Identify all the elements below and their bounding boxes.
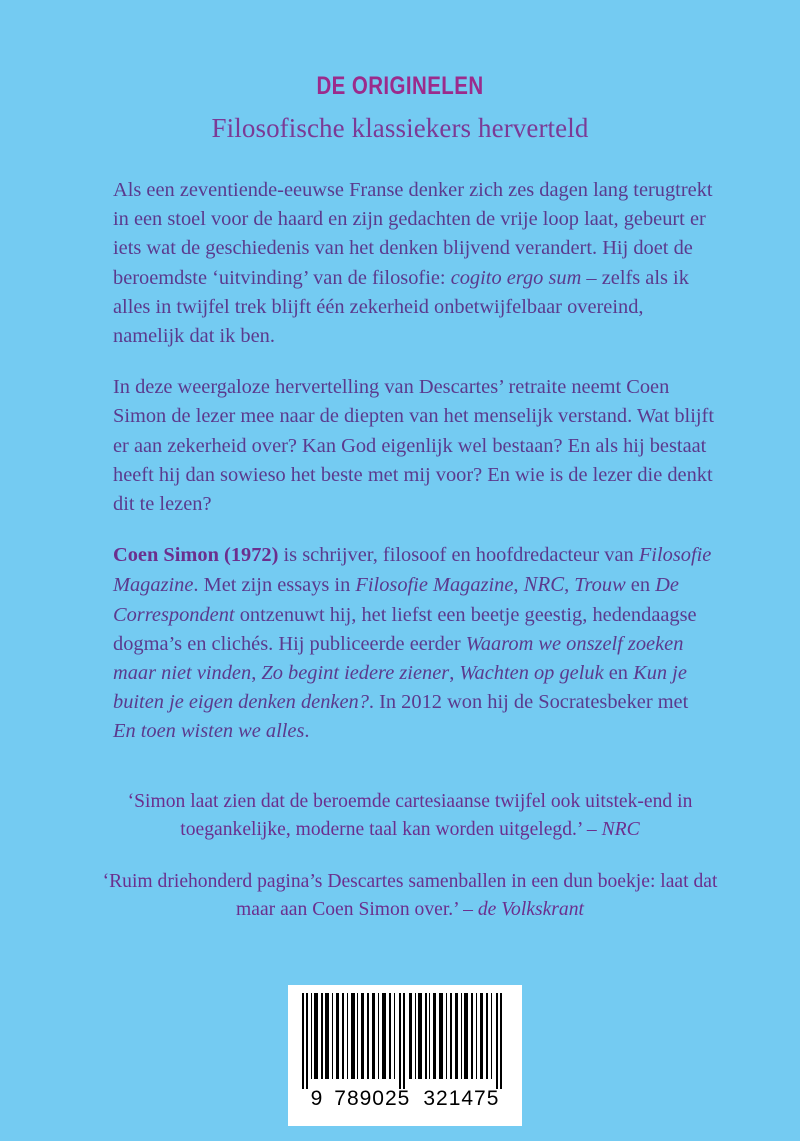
publication-de-correspondent: De Correspondent	[113, 574, 679, 626]
series-title: DE ORIGINELEN	[316, 72, 484, 100]
barcode-panel	[288, 985, 522, 1126]
publication-nrc: NRC	[523, 573, 565, 597]
bio-text-7: ,	[251, 662, 262, 685]
barcode-bars	[298, 993, 512, 1089]
review-quote-2	[100, 868, 720, 924]
bio-text-10: . In 2012 won hij de Socratesbeker met	[368, 691, 689, 714]
barcode-left-group: 789025	[334, 1087, 411, 1110]
barcode-number	[288, 1087, 522, 1111]
bio-text-8: ,	[449, 662, 460, 685]
bio-text-4: ,	[564, 574, 575, 597]
barcode-lead-digit: 9	[310, 1087, 324, 1110]
review-source-1: NRC	[601, 819, 640, 840]
blurb-paragraph-1	[113, 176, 715, 351]
magazine-title-2: Filosofie Magazine	[355, 574, 514, 597]
bio-text-6: ontzenuwt hij, het liefst een beetje geestig, hedendaagse dogma’s en clichés. Hij publiceerde eerder	[113, 603, 697, 655]
bio-text-1: is schrijver, filosoof en hoofdredacteur van	[278, 544, 639, 567]
review-source-2: de Volkskrant	[477, 899, 584, 920]
magazine-title-1: Filosofie Magazine	[113, 544, 712, 597]
bio-text-3: ,	[513, 574, 524, 597]
bio-text-11: .	[304, 720, 310, 743]
author-name: Coen Simon (1972)	[113, 544, 279, 567]
book-title-1: Waarom we onszelf zoeken maar niet vinden	[113, 632, 684, 685]
review-quote-1	[100, 788, 720, 844]
book-title-2: Zo begint iedere ziener	[261, 662, 450, 685]
review-quote-2-text: ‘Ruim driehonderd pagina’s Descartes samenballen in een dun boekje: laat dat maar aan Coen Simon over.’ –	[102, 871, 718, 920]
publication-trouw: Trouw	[574, 574, 626, 597]
review-quotes	[100, 788, 720, 948]
blurb-text-block	[113, 176, 715, 769]
book-title-3: Wachten op geluk	[459, 662, 604, 685]
blurb-p1-part-1: Als een zeventiende-eeuwse Franse denker zich zes dagen lang terugtrekt in een stoel voor de haard en zijn gedachten de vrije loop laat, gebeurt er iets wat de geschiedenis van het denken blijvend verandert. Hij doet de beroemdste ‘uitvinding’ van de filosofie:	[113, 179, 713, 289]
latin-phrase-cogito-ergo-sum: cogito ergo sum	[450, 266, 582, 289]
blurb-paragraph-2: In deze weergaloze hervertelling van Descartes’ retraite neemt Coen Simon de lezer mee naar de diepten van het menselijk verstand. Wat blijft er aan zekerheid over? Kan God eigenlijk wel bestaan? En als hij bestaat heeft hij dan sowieso het beste met mij voor? En wie is de lezer die denkt dit te lezen?	[113, 376, 715, 516]
bio-text-5: en	[625, 574, 656, 597]
book-title-5: En toen wisten we alles	[113, 720, 305, 743]
barcode-right-group: 321475	[423, 1087, 500, 1110]
blurb-p1-part-2: – zelfs als ik alles in twijfel trek blijft één zekerheid onbetwijfelbaar overeind, namelijk dat ik ben.	[113, 266, 689, 348]
author-bio-paragraph	[113, 541, 715, 746]
review-quote-1-text: ‘Simon laat zien dat de beroemde cartesiaanse twijfel ook uitstek-end in toegankelijke, moderne taal kan worden uitgelegd.’ –	[127, 791, 693, 840]
book-title-4: Kun je buiten je eigen denken denken?	[113, 662, 687, 714]
bio-text-9: en	[603, 662, 634, 685]
series-subtitle: Filosofische klassiekers herverteld	[211, 113, 589, 143]
bio-text-2: . Met zijn essays in	[193, 574, 356, 597]
